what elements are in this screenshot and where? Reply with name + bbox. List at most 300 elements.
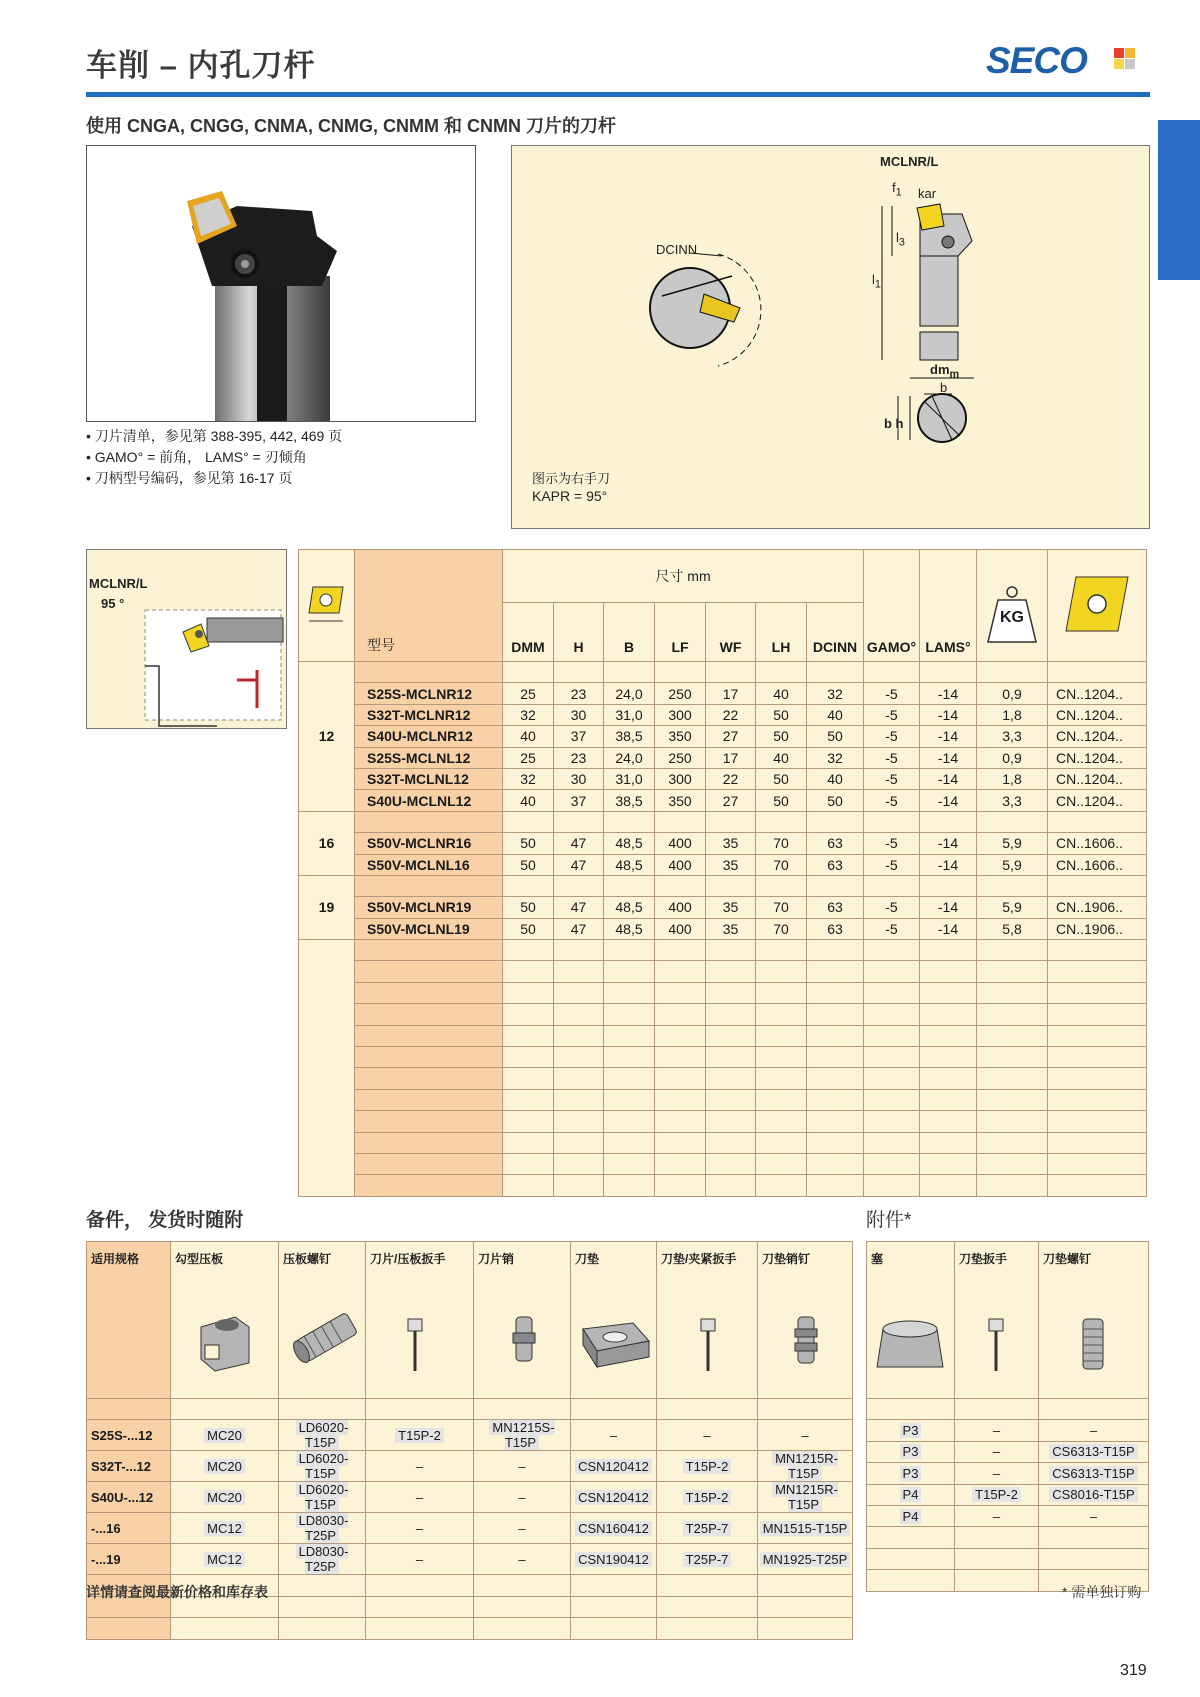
empty-cell — [87, 1399, 171, 1420]
value-cell: 48,5 — [604, 833, 655, 854]
empty-cell — [758, 1596, 853, 1617]
shim-pin-icon — [762, 1267, 852, 1377]
value-cell: 22 — [706, 704, 756, 725]
part-number: – — [1089, 1508, 1098, 1524]
empty-cell — [807, 1111, 864, 1132]
model-cell: S50V-MCLNR16 — [355, 833, 503, 854]
header-rule — [86, 92, 1150, 97]
value-cell: 37 — [554, 790, 604, 811]
part-cell — [867, 1484, 955, 1505]
empty-cell — [920, 1175, 977, 1196]
empty-cell — [706, 1175, 756, 1196]
part-number: – — [415, 1458, 424, 1474]
value-cell: 50 — [756, 704, 807, 725]
size-cell: S40U-...12 — [87, 1482, 171, 1513]
empty-cell — [554, 1089, 604, 1110]
filler-row — [299, 1111, 1147, 1132]
empty-cell — [807, 1004, 864, 1025]
label-bh: b h — [884, 416, 904, 431]
part-number: – — [415, 1551, 424, 1567]
value-cell: 250 — [655, 683, 706, 704]
value-cell: 31,0 — [604, 704, 655, 725]
insert-size-cell: 16 — [299, 811, 355, 875]
value-cell: 27 — [706, 790, 756, 811]
part-number: CSN190412 — [575, 1552, 652, 1567]
empty-cell — [474, 1575, 571, 1596]
value-cell: 70 — [756, 854, 807, 875]
value-cell — [604, 662, 655, 683]
value-cell — [807, 811, 864, 832]
empty-cell — [955, 1527, 1039, 1548]
filler-row — [87, 1618, 853, 1639]
value-cell — [756, 811, 807, 832]
part-cell — [279, 1451, 366, 1482]
empty-cell — [864, 1047, 920, 1068]
empty-cell — [706, 961, 756, 982]
empty-cell — [604, 961, 655, 982]
empty-cell — [554, 982, 604, 1003]
empty-cell — [977, 982, 1048, 1003]
spares-table — [86, 1241, 853, 1640]
empty-cell — [864, 961, 920, 982]
boring-bar-illustration — [87, 146, 475, 421]
value-cell: 32 — [503, 768, 554, 789]
table-row — [299, 683, 1147, 704]
empty-cell — [604, 1175, 655, 1196]
part-number: – — [703, 1427, 711, 1443]
part-cell — [758, 1420, 853, 1451]
insert-size-cell: 19 — [299, 875, 355, 939]
value-cell: 70 — [756, 897, 807, 918]
empty-cell — [655, 940, 706, 961]
spares-header: 勾型压板 — [171, 1242, 279, 1399]
value-cell: 38,5 — [604, 726, 655, 747]
part-cell — [366, 1420, 474, 1451]
value-cell: 0,9 — [977, 747, 1048, 768]
part-number: – — [518, 1551, 526, 1567]
value-cell — [706, 662, 756, 683]
value-cell: 400 — [655, 854, 706, 875]
part-cell — [955, 1484, 1039, 1505]
spares-header: 刀垫销钉 — [758, 1242, 853, 1399]
value-cell — [864, 875, 920, 896]
value-cell: 30 — [554, 704, 604, 725]
part-number: LD6020-T15P — [296, 1482, 349, 1512]
table-row — [299, 768, 1147, 789]
value-cell: 5,9 — [977, 833, 1048, 854]
part-number: P3 — [900, 1466, 922, 1481]
value-cell — [977, 811, 1048, 832]
spares-header: 刀片/压板扳手 — [366, 1242, 474, 1399]
value-cell: 40 — [807, 704, 864, 725]
value-cell: 400 — [655, 918, 706, 939]
value-cell: 40 — [503, 790, 554, 811]
table-row — [87, 1544, 853, 1575]
orient-title: MCLNR/L — [89, 576, 148, 591]
filler-row — [867, 1527, 1149, 1548]
insert-icon — [1062, 573, 1132, 635]
empty-cell — [1039, 1399, 1149, 1420]
part-cell — [279, 1544, 366, 1575]
table-row — [867, 1463, 1149, 1484]
value-cell: 300 — [655, 768, 706, 789]
value-cell: 50 — [807, 790, 864, 811]
empty-cell — [756, 1004, 807, 1025]
value-cell: CN..1906.. — [1048, 918, 1147, 939]
empty-cell — [503, 1089, 554, 1110]
part-cell — [657, 1513, 758, 1544]
filler-row — [299, 961, 1147, 982]
col-header: LAMS° — [920, 550, 977, 662]
empty-cell — [864, 982, 920, 1003]
empty-cell — [355, 1089, 503, 1110]
empty-cell — [657, 1399, 758, 1420]
spares-header: 刀垫 — [571, 1242, 657, 1399]
part-number: MN1215R-T15P — [772, 1482, 838, 1512]
page-title: 车削 – 内孔刀杆 — [86, 48, 316, 83]
table-row — [87, 1513, 853, 1544]
empty-cell — [706, 1089, 756, 1110]
empty-cell — [920, 1111, 977, 1132]
footer-asterisk-note: * 需单独订购 — [1062, 1584, 1142, 1600]
filler-row — [299, 1047, 1147, 1068]
value-cell — [503, 811, 554, 832]
empty-cell — [864, 1111, 920, 1132]
wrench-icon — [370, 1267, 470, 1377]
label-kar: kar — [918, 186, 937, 201]
part-number: – — [992, 1465, 1001, 1481]
empty-cell — [1048, 1111, 1147, 1132]
empty-cell — [355, 1025, 503, 1046]
empty-cell — [706, 1132, 756, 1153]
value-cell — [604, 811, 655, 832]
empty-cell — [1048, 1004, 1147, 1025]
model-cell: S25S-MCLNL12 — [355, 747, 503, 768]
table-row — [299, 854, 1147, 875]
part-number: MN1925-T25P — [760, 1552, 851, 1567]
table-row — [867, 1505, 1149, 1526]
value-cell: 27 — [706, 726, 756, 747]
model-cell: S32T-MCLNL12 — [355, 768, 503, 789]
empty-cell — [1048, 982, 1147, 1003]
part-number: CS6313-T15P — [1049, 1466, 1137, 1481]
empty-cell — [655, 1111, 706, 1132]
part-cell — [171, 1482, 279, 1513]
empty-cell — [807, 961, 864, 982]
part-cell — [867, 1441, 955, 1462]
empty-cell — [554, 1004, 604, 1025]
clamp-icon — [175, 1267, 275, 1377]
size-cell: -...19 — [87, 1544, 171, 1575]
empty-cell — [604, 1068, 655, 1089]
technical-drawing — [511, 145, 1150, 529]
value-cell: 48,5 — [604, 918, 655, 939]
value-cell: 63 — [807, 918, 864, 939]
empty-cell — [920, 1089, 977, 1110]
empty-cell — [920, 1153, 977, 1174]
part-cell — [657, 1420, 758, 1451]
filler-row — [299, 1025, 1147, 1046]
empty-cell — [864, 1153, 920, 1174]
empty-cell — [706, 1111, 756, 1132]
col-header: H — [554, 603, 604, 662]
value-cell: 5,9 — [977, 897, 1048, 918]
empty-cell — [920, 1025, 977, 1046]
empty-cell — [864, 1175, 920, 1196]
part-number: MC20 — [204, 1490, 245, 1505]
empty-cell — [571, 1575, 657, 1596]
value-cell: -5 — [864, 854, 920, 875]
part-number: – — [992, 1444, 1001, 1460]
empty-cell — [604, 1047, 655, 1068]
product-photo — [86, 145, 476, 422]
spares-header: 刀垫/夹紧扳手 — [657, 1242, 758, 1399]
value-cell: -14 — [920, 726, 977, 747]
part-cell — [366, 1513, 474, 1544]
value-cell — [977, 662, 1048, 683]
empty-cell — [1048, 1153, 1147, 1174]
model-cell: S32T-MCLNR12 — [355, 704, 503, 725]
spares-header: 压板螺钉 — [279, 1242, 366, 1399]
part-number: CS8016-T15P — [1049, 1487, 1137, 1502]
value-cell: 50 — [503, 897, 554, 918]
part-cell — [867, 1463, 955, 1484]
empty-cell — [604, 982, 655, 1003]
value-cell: -14 — [920, 833, 977, 854]
value-cell: 5,8 — [977, 918, 1048, 939]
value-cell: 50 — [756, 790, 807, 811]
value-cell: 47 — [554, 833, 604, 854]
empty-cell — [503, 982, 554, 1003]
empty-cell — [503, 1068, 554, 1089]
part-number: – — [609, 1427, 618, 1443]
col-header: B — [604, 603, 655, 662]
part-cell — [657, 1544, 758, 1575]
value-cell: -5 — [864, 768, 920, 789]
part-number: P3 — [900, 1423, 922, 1438]
empty-cell — [279, 1596, 366, 1617]
empty-cell — [807, 1153, 864, 1174]
part-number: MC12 — [204, 1552, 245, 1567]
empty-cell — [554, 961, 604, 982]
empty-cell — [706, 940, 756, 961]
empty-cell — [366, 1596, 474, 1617]
part-number: LD8030-T25P — [296, 1513, 349, 1543]
part-cell — [1039, 1420, 1149, 1441]
part-number: LD6020-T15P — [296, 1420, 349, 1450]
insert-rhombus-icon — [307, 583, 347, 625]
part-number: – — [518, 1520, 526, 1536]
part-number: P4 — [900, 1487, 922, 1502]
insert-shape-header — [299, 550, 355, 662]
empty-cell — [604, 1153, 655, 1174]
accessories-header: 刀垫螺钉 — [1039, 1242, 1149, 1399]
model-cell: S40U-MCLNL12 — [355, 790, 503, 811]
value-cell: -5 — [864, 833, 920, 854]
part-cell — [571, 1544, 657, 1575]
label-l1: $l_1$ — [872, 272, 881, 291]
filler-row — [299, 1175, 1147, 1196]
part-cell — [867, 1505, 955, 1526]
value-cell: -14 — [920, 683, 977, 704]
value-cell — [756, 662, 807, 683]
value-cell: -14 — [920, 747, 977, 768]
empty-cell — [977, 1132, 1048, 1153]
empty-cell — [655, 1175, 706, 1196]
part-cell — [955, 1441, 1039, 1462]
empty-cell — [355, 1175, 503, 1196]
empty-cell — [807, 1068, 864, 1089]
empty-cell — [977, 1004, 1048, 1025]
empty-cell — [756, 1089, 807, 1110]
table-row — [87, 1482, 853, 1513]
part-number: CSN160412 — [575, 1521, 652, 1536]
model-cell — [355, 811, 503, 832]
empty-cell — [355, 1068, 503, 1089]
filler-row — [299, 940, 1147, 961]
logo-squares-icon — [1114, 48, 1136, 70]
spacer-row — [299, 811, 1147, 832]
empty-cell — [867, 1548, 955, 1569]
empty-cell — [977, 1089, 1048, 1110]
value-cell: 63 — [807, 854, 864, 875]
label-f1: $f_1$ — [892, 180, 902, 199]
spares-header: 刀片销 — [474, 1242, 571, 1399]
orient-angle: 95 ° — [101, 596, 125, 611]
empty-cell — [279, 1399, 366, 1420]
empty-cell — [756, 940, 807, 961]
value-cell: 32 — [503, 704, 554, 725]
empty-cell — [1048, 1025, 1147, 1046]
empty-cell — [604, 1111, 655, 1132]
empty-cell — [355, 1111, 503, 1132]
part-cell — [955, 1420, 1039, 1441]
value-cell — [1048, 875, 1147, 896]
empty-cell — [864, 1004, 920, 1025]
value-cell: -5 — [864, 918, 920, 939]
value-cell: 35 — [706, 897, 756, 918]
empty-cell — [503, 1132, 554, 1153]
part-cell — [279, 1420, 366, 1451]
empty-cell — [1048, 1175, 1147, 1196]
empty-cell — [867, 1527, 955, 1548]
part-number: – — [1089, 1423, 1098, 1439]
empty-cell — [299, 940, 355, 1197]
value-cell: 35 — [706, 833, 756, 854]
part-number: P3 — [900, 1444, 922, 1459]
empty-cell — [756, 1175, 807, 1196]
value-cell: 48,5 — [604, 854, 655, 875]
empty-cell — [657, 1596, 758, 1617]
accessories-table-body — [867, 1399, 1149, 1592]
empty-cell — [355, 982, 503, 1003]
model-cell: S40U-MCLNR12 — [355, 726, 503, 747]
note-item: • 刀片清单，参见第 388-395, 442, 469 页 — [86, 426, 342, 447]
logo-text: SECO — [986, 40, 1087, 81]
empty-cell — [366, 1575, 474, 1596]
empty-cell — [807, 1089, 864, 1110]
part-cell — [474, 1420, 571, 1451]
empty-cell — [756, 982, 807, 1003]
value-cell: 350 — [655, 726, 706, 747]
value-cell: 50 — [807, 726, 864, 747]
col-header: LH — [756, 603, 807, 662]
empty-cell — [977, 940, 1048, 961]
empty-cell — [807, 1175, 864, 1196]
empty-cell — [655, 961, 706, 982]
empty-cell — [977, 1111, 1048, 1132]
value-cell: CN..1204.. — [1048, 747, 1147, 768]
empty-cell — [977, 1025, 1048, 1046]
empty-cell — [977, 1047, 1048, 1068]
empty-cell — [171, 1399, 279, 1420]
value-cell: 300 — [655, 704, 706, 725]
part-number: T15P-2 — [683, 1459, 732, 1474]
filler-row — [299, 1153, 1147, 1174]
size-cell: S25S-...12 — [87, 1420, 171, 1451]
empty-cell — [171, 1618, 279, 1639]
weight-header — [977, 550, 1048, 662]
filler-row — [867, 1548, 1149, 1569]
shim-screw-icon — [1043, 1267, 1143, 1377]
empty-cell — [554, 1025, 604, 1046]
part-number: MC20 — [204, 1428, 245, 1443]
part-cell — [758, 1451, 853, 1482]
empty-cell — [655, 982, 706, 1003]
empty-cell — [977, 961, 1048, 982]
empty-cell — [807, 1132, 864, 1153]
value-cell: 25 — [503, 683, 554, 704]
part-number: T15P-2 — [972, 1487, 1021, 1502]
empty-cell — [355, 1153, 503, 1174]
part-number: CSN120412 — [575, 1490, 652, 1505]
empty-cell — [756, 1068, 807, 1089]
model-cell — [355, 875, 503, 896]
note-item: • GAMO° = 前角， LAMS° = 刃倾角 — [86, 447, 342, 468]
value-cell: 47 — [554, 854, 604, 875]
part-number: T15P-2 — [683, 1490, 732, 1505]
part-number: T15P-2 — [395, 1428, 444, 1443]
value-cell: -14 — [920, 704, 977, 725]
value-cell — [655, 875, 706, 896]
empty-cell — [955, 1570, 1039, 1591]
value-cell — [503, 662, 554, 683]
empty-cell — [807, 1025, 864, 1046]
part-cell — [758, 1544, 853, 1575]
value-cell — [655, 662, 706, 683]
value-cell: -5 — [864, 683, 920, 704]
empty-cell — [756, 1025, 807, 1046]
drawing-caption: 图示为右手刀 — [532, 471, 611, 486]
empty-cell — [503, 1025, 554, 1046]
value-cell: -14 — [920, 897, 977, 918]
value-cell: 70 — [756, 918, 807, 939]
empty-cell — [706, 982, 756, 1003]
section-tab — [1158, 120, 1200, 280]
size-cell: -...16 — [87, 1513, 171, 1544]
empty-cell — [503, 1175, 554, 1196]
value-cell: 3,3 — [977, 726, 1048, 747]
drawing-title: MCLNR/L — [880, 154, 939, 169]
value-cell: -5 — [864, 790, 920, 811]
empty-cell — [503, 940, 554, 961]
value-cell — [920, 662, 977, 683]
part-number: T25P-7 — [683, 1552, 732, 1567]
value-cell: 23 — [554, 683, 604, 704]
value-cell — [1048, 662, 1147, 683]
empty-cell — [655, 1025, 706, 1046]
table-row — [299, 747, 1147, 768]
